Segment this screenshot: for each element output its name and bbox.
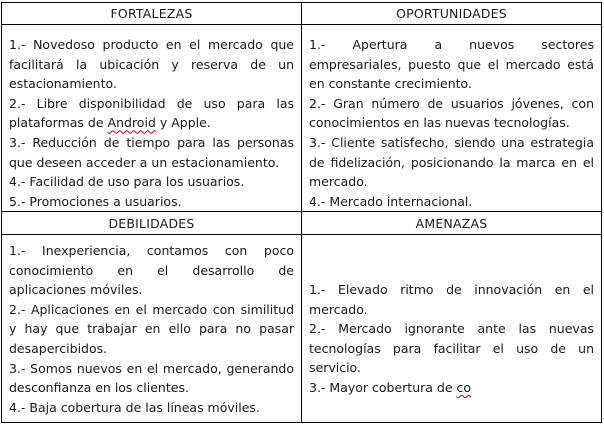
oportunidades-item: 2.- Gran número de usuarios jóvenes, con conocimientos en las nuevas tecnologías. — [309, 95, 594, 131]
debilidades-item: 4.- Baja cobertura de las líneas móviles. — [9, 399, 260, 415]
debilidades-item: 3.- Somos nuevos en el mercado, generando desconfianza en los clientes. — [9, 360, 294, 396]
oportunidades-item: 3.- Cliente satisfecho, siendo una estrategia de fidelización, posicionando la marca en el mercado. — [309, 134, 594, 190]
spellcheck-mark: Android — [107, 115, 156, 131]
swot-table — [1, 2, 602, 423]
debilidades-item: 2.- Aplicaciones en el mercado con similitud y hay que trabajar en ello para no pasar desapercibidos. — [9, 301, 294, 356]
oportunidades-item: 4.- Mercado internacional. — [309, 193, 473, 209]
fortalezas-item: 1.- Novedoso producto en el mercado que facilitará la ubicación y reserva de un estacionamiento. — [9, 37, 294, 92]
border-right — [601, 2, 602, 423]
fortalezas-item: 4.- Facilidad de uso para los usuarios. — [9, 174, 245, 190]
oportunidades-header: OPORTUNIDADES — [396, 6, 507, 21]
fortalezas-item: 2.- Libre disponibilidad de uso para las plataformas de Android y Apple. — [9, 95, 294, 131]
amenazas-item: 1.- Elevado ritmo de innovación en el mercado. — [309, 282, 594, 317]
header-divider-top — [1, 24, 602, 25]
fortalezas-item: 3.- Reducción de tiempo para las personas que deseen acceder a un estacionamiento. — [9, 134, 294, 170]
fortalezas-header: FORTALEZAS — [110, 6, 193, 21]
amenazas-item: 2.- Mercado ignorante ante las nuevas tecnologías para facilitar el uso de un servicio. — [309, 321, 594, 376]
fortalezas-list — [2, 35, 301, 211]
debilidades-header: DEBILIDADES — [108, 215, 195, 231]
oportunidades-item: 1.- Apertura a nuevos sectores empresariales, puesto que el mercado está en constante crecimiento. — [309, 37, 594, 92]
debilidades-list — [2, 235, 301, 422]
amenazas-list — [302, 235, 601, 422]
amenazas-item: 3.- Mayor cobertura de co — [309, 379, 472, 395]
fortalezas-item: 5.- Promociones a usuarios. — [9, 193, 182, 209]
amenazas-header: AMENAZAS — [415, 215, 488, 231]
spellcheck-mark: co — [456, 379, 472, 395]
debilidades-item: 1.- Inexperiencia, contamos con poco conocimiento en el desarrollo de aplicaciones móviles. — [9, 243, 294, 298]
oportunidades-list — [302, 35, 601, 211]
